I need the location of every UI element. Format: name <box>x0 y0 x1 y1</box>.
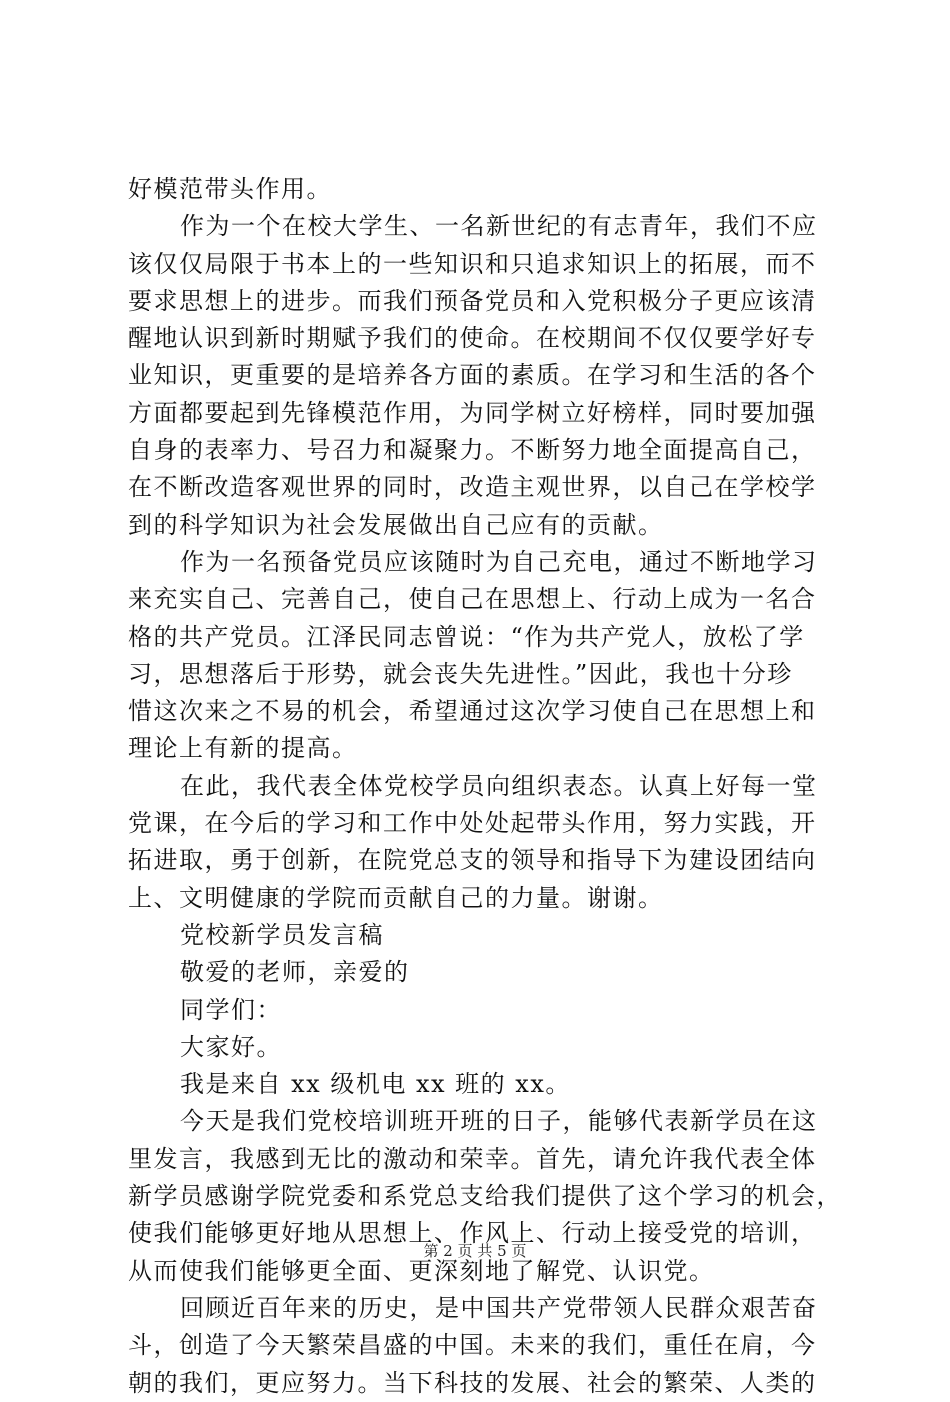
text-line: 朝的我们，更应努力。当下科技的发展、社会的繁荣、人类的 <box>128 1368 817 1397</box>
text-line: 斗，创造了今天繁荣昌盛的中国。未来的我们，重任在肩，今 <box>128 1331 817 1360</box>
document-body <box>128 171 842 1402</box>
text-line: 业知识，更重要的是培养各方面的素质。在学习和生活的各个 <box>128 361 817 390</box>
text-line: 上、文明健康的学院而贡献自己的力量。谢谢。 <box>128 883 664 912</box>
text-line: 该仅仅局限于书本上的一些知识和只追求知识上的拓展，而不 <box>128 249 817 278</box>
text-line: 今天是我们党校培训班开班的日子，能够代表新学员在这 <box>180 1107 818 1136</box>
text-line: 自身的表率力、号召力和凝聚力。不断努力地全面提高自己， <box>128 436 817 465</box>
text-line: 醒地认识到新时期赋予我们的使命。在校期间不仅仅要学好专 <box>128 324 817 353</box>
text-line: 要求思想上的进步。而我们预备党员和入党积极分子更应该清 <box>128 286 817 315</box>
text-line: 好模范带头作用。 <box>128 175 332 203</box>
text-line: 里发言，我感到无比的激动和荣幸。首先，请允许我代表全体 <box>128 1144 817 1173</box>
text-line: 惜这次来之不易的机会，希望通过这次学习使自己在思想上和 <box>128 697 817 726</box>
text-line: 党校新学员发言稿 <box>180 920 384 949</box>
text-line: 使我们能够更好地从思想上、作风上、行动上接受党的培训， <box>128 1219 817 1248</box>
text-line: 党课，在今后的学习和工作中处处起带头作用，努力实践，开 <box>128 809 817 838</box>
text-line: 理论上有新的提高。 <box>128 734 358 763</box>
text-line: 敬爱的老师，亲爱的 <box>180 958 410 987</box>
text-line: 方面都要起到先锋模范作用，为同学树立好榜样，同时要加强 <box>128 398 817 427</box>
text-line: 作为一个在校大学生、一名新世纪的有志青年，我们不应 <box>180 212 818 241</box>
text-line: 回顾近百年来的历史，是中国共产党带领人民群众艰苦奋 <box>180 1293 818 1322</box>
text-line: 大家好。 <box>180 1032 282 1061</box>
text-line: 习，思想落后于形势，就会丧失先进性。”因此，我也十分珍 <box>128 659 793 688</box>
text-line: 来充实自己、完善自己，使自己在思想上、行动上成为一名合 <box>128 585 817 614</box>
text-line: 新学员感谢学院党委和系党总支给我们提供了这个学习的机会， <box>128 1182 842 1211</box>
text-line: 作为一名预备党员应该随时为自己充电，通过不断地学习 <box>180 547 818 576</box>
text-line: 我是来自 xx 级机电 xx 班的 xx。 <box>180 1070 571 1099</box>
text-line: 拓进取，勇于创新，在院党总支的领导和指导下为建设团结向 <box>128 846 817 875</box>
text-line: 从而使我们能够更全面、更深刻地了解党、认识党。 <box>128 1256 715 1285</box>
page-footer: 第 2 页 共 5 页 <box>423 1242 527 1260</box>
text-line: 到的科学知识为社会发展做出自己应有的贡献。 <box>128 510 664 539</box>
text-line: 格的共产党员。江泽民同志曾说：“作为共产党人，放松了学 <box>128 622 805 651</box>
text-line: 在不断改造客观世界的同时，改造主观世界，以自己在学校学 <box>128 473 817 502</box>
text-line: 在此，我代表全体党校学员向组织表态。认真上好每一堂 <box>180 771 818 800</box>
text-line: 同学们： <box>180 995 282 1024</box>
